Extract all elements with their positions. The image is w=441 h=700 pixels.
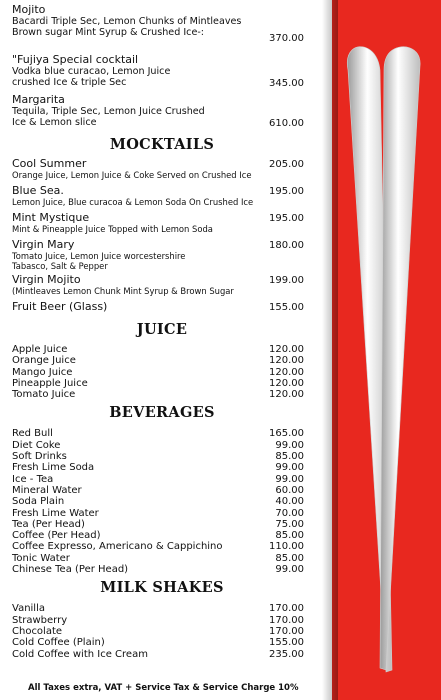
menu-item bbox=[12, 428, 304, 439]
menu-item bbox=[12, 274, 304, 301]
item-description: crushed Ice & triple Sec bbox=[12, 77, 127, 88]
item-name: Coffee Expresso, Americano & Cappichino bbox=[12, 541, 223, 553]
item-price: 85.00 bbox=[275, 552, 304, 564]
item-price: 70.00 bbox=[275, 507, 304, 519]
tax-note: All Taxes extra, VAT + Service Tax & Service Charge 10% bbox=[28, 683, 299, 693]
item-name: Vanilla bbox=[12, 603, 45, 615]
item-price: 610.00 bbox=[269, 118, 304, 129]
menu-item bbox=[12, 530, 304, 541]
item-price: 85.00 bbox=[275, 530, 304, 542]
item-name: Chocolate bbox=[12, 625, 63, 637]
menu-item bbox=[12, 389, 304, 400]
item-description: Brown sugar Mint Syrup & Crushed Ice-: bbox=[12, 27, 205, 38]
menu-item bbox=[12, 626, 304, 637]
item-name: Cold Coffee (Plain) bbox=[12, 637, 105, 649]
item-name: Fresh Lime Water bbox=[12, 507, 99, 519]
menu-item bbox=[12, 4, 304, 54]
menu-item bbox=[12, 451, 304, 462]
item-name: Coffee (Per Head) bbox=[12, 530, 101, 542]
item-name: Soft Drinks bbox=[12, 451, 67, 463]
item-price: 180.00 bbox=[269, 240, 304, 251]
menu-item bbox=[12, 508, 304, 519]
section-title-milk-shakes: MILK SHAKES bbox=[100, 579, 224, 597]
item-name: Margarita bbox=[12, 93, 65, 106]
item-name: Cool Summer bbox=[12, 157, 87, 170]
item-name: Tea (Per Head) bbox=[12, 518, 85, 530]
menu-content bbox=[12, 4, 304, 660]
item-name: Mojito bbox=[12, 3, 46, 16]
item-name: Soda Plain bbox=[12, 496, 65, 508]
menu-item bbox=[12, 541, 304, 552]
menu-item bbox=[12, 212, 304, 239]
menu-item bbox=[12, 519, 304, 530]
menu-item bbox=[12, 462, 304, 473]
menu-item bbox=[12, 553, 304, 564]
menu-item bbox=[12, 564, 304, 575]
menu-item bbox=[12, 474, 304, 485]
menu-item bbox=[12, 54, 304, 94]
item-name: Red Bull bbox=[12, 428, 53, 440]
menu-item bbox=[12, 485, 304, 496]
menu-item bbox=[12, 355, 304, 366]
item-price: 120.00 bbox=[269, 377, 304, 389]
section-title-mocktails: MOCKTAILS bbox=[109, 136, 215, 153]
item-price: 99.00 bbox=[275, 462, 304, 474]
item-name: Fresh Lime Soda bbox=[12, 462, 95, 474]
item-price: 235.00 bbox=[269, 648, 304, 660]
item-name: Mango Juice bbox=[12, 366, 73, 378]
item-price: 195.00 bbox=[269, 186, 304, 197]
menu-item bbox=[12, 496, 304, 507]
item-price: 205.00 bbox=[269, 159, 304, 170]
item-price: 155.00 bbox=[269, 637, 304, 649]
item-description: Ice & Lemon slice bbox=[12, 117, 97, 128]
item-price: 165.00 bbox=[269, 428, 304, 440]
item-price: 75.00 bbox=[275, 518, 304, 530]
item-name: Ice - Tea bbox=[12, 473, 54, 485]
menu-item bbox=[12, 367, 304, 378]
item-price: 40.00 bbox=[275, 496, 304, 508]
item-name: Pineapple Juice bbox=[12, 377, 88, 389]
item-price: 99.00 bbox=[275, 564, 304, 576]
menu-item bbox=[12, 94, 304, 134]
item-price: 120.00 bbox=[269, 355, 304, 367]
menu-item bbox=[12, 378, 304, 389]
menu-item bbox=[12, 637, 304, 648]
item-price: 85.00 bbox=[275, 451, 304, 463]
menu-item bbox=[12, 185, 304, 212]
item-name: Virgin Mojito bbox=[12, 273, 81, 286]
item-name: Diet Coke bbox=[12, 439, 61, 451]
item-name: Tomato Juice bbox=[12, 389, 76, 401]
item-price: 120.00 bbox=[269, 366, 304, 378]
item-name: "Fujiya Special cocktail bbox=[12, 53, 139, 66]
item-price: 120.00 bbox=[269, 389, 304, 401]
menu-item bbox=[12, 301, 304, 318]
item-name: Virgin Mary bbox=[12, 238, 75, 251]
menu-item bbox=[12, 603, 304, 614]
item-description: Lemon Juice, Blue curacoa & Lemon Soda On Crushed Ice bbox=[12, 197, 254, 207]
item-price: 195.00 bbox=[269, 213, 304, 224]
item-description: Orange Juice, Lemon Juice & Coke Served on Crushed Ice bbox=[12, 170, 252, 180]
item-description: Tomato Juice, Lemon Juice worcestershire bbox=[12, 251, 186, 261]
item-name: Tonic Water bbox=[12, 552, 70, 564]
section-title-juice: JUICE bbox=[136, 321, 188, 338]
item-price: 199.00 bbox=[269, 275, 304, 286]
menu-item bbox=[12, 158, 304, 185]
item-name: Chinese Tea (Per Head) bbox=[12, 564, 129, 576]
menu-item bbox=[12, 239, 304, 274]
item-price: 120.00 bbox=[269, 344, 304, 355]
menu-item bbox=[12, 440, 304, 451]
item-name: Orange Juice bbox=[12, 355, 76, 367]
item-price: 345.00 bbox=[269, 78, 304, 89]
item-price: 170.00 bbox=[269, 614, 304, 626]
item-name: Cold Coffee with Ice Cream bbox=[12, 648, 148, 660]
item-description: (Mintleaves Lemon Chunk Mint Syrup & Brown Sugar bbox=[12, 286, 234, 296]
menu-item bbox=[12, 344, 304, 355]
item-price: 170.00 bbox=[269, 603, 304, 615]
item-price: 370.00 bbox=[269, 33, 304, 44]
chopsticks-illustration bbox=[330, 30, 441, 680]
item-name: Blue Sea. bbox=[12, 184, 64, 197]
item-price: 99.00 bbox=[275, 473, 304, 485]
item-name: Mint Mystique bbox=[12, 211, 90, 224]
menu-item bbox=[12, 615, 304, 626]
item-name: Mineral Water bbox=[12, 484, 82, 496]
item-description: Tequila, Triple Sec, Lemon Juice Crushed bbox=[12, 106, 205, 117]
item-price: 155.00 bbox=[269, 302, 304, 313]
menu-item bbox=[12, 649, 304, 660]
item-price: 99.00 bbox=[275, 439, 304, 451]
item-price: 170.00 bbox=[269, 625, 304, 637]
section-title-beverages: BEVERAGES bbox=[109, 404, 215, 422]
item-price: 110.00 bbox=[269, 541, 304, 553]
item-name: Strawberry bbox=[12, 614, 68, 626]
item-name: Fruit Beer (Glass) bbox=[12, 300, 108, 313]
item-description: Mint & Pineapple Juice Topped with Lemon Soda bbox=[12, 224, 213, 234]
item-description: Vodka blue curacao, Lemon Juice bbox=[12, 66, 171, 77]
item-description: Tabasco, Salt & Pepper bbox=[12, 261, 108, 271]
item-name: Apple Juice bbox=[12, 344, 68, 355]
item-price: 60.00 bbox=[275, 484, 304, 496]
item-description: Bacardi Triple Sec, Lemon Chunks of Mintleaves bbox=[12, 16, 242, 27]
